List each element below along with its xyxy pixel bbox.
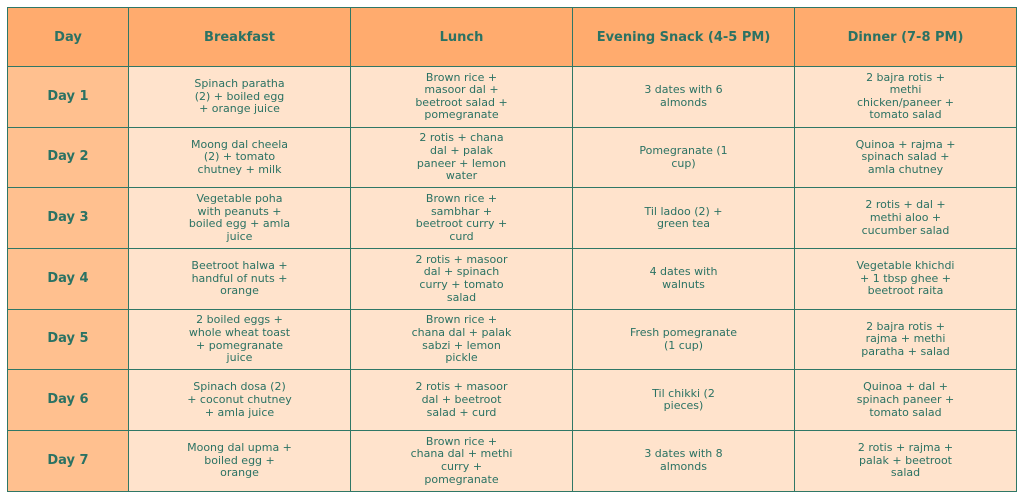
- dinner-cell: 2 rotis + dal + methi aloo + cucumber salad: [795, 188, 1017, 249]
- breakfast-cell: Vegetable poha with peanuts + boiled egg + amla juice: [129, 188, 351, 249]
- dinner-cell: 2 bajra rotis + rajma + methi paratha + salad: [795, 309, 1017, 370]
- day-label: Day 5: [8, 309, 129, 370]
- snack-cell: 3 dates with 8 almonds: [573, 431, 795, 492]
- table-row: [8, 249, 1017, 310]
- snack-cell: 3 dates with 6 almonds: [573, 67, 795, 128]
- breakfast-cell: 2 boiled eggs + whole wheat toast + pomegranate juice: [129, 309, 351, 370]
- table-row: [8, 67, 1017, 128]
- day-label: Day 4: [8, 249, 129, 310]
- lunch-cell: Brown rice + chana dal + palak sabzi + lemon pickle: [351, 309, 573, 370]
- lunch-cell: Brown rice + masoor dal + beetroot salad + pomegranate: [351, 67, 573, 128]
- table-row: [8, 431, 1017, 492]
- lunch-cell: 2 rotis + chana dal + palak paneer + lemon water: [351, 127, 573, 188]
- header-lunch: Lunch: [351, 8, 573, 67]
- header-dinner: Dinner (7-8 PM): [795, 8, 1017, 67]
- dinner-cell: 2 rotis + rajma + palak + beetroot salad: [795, 431, 1017, 492]
- header-breakfast: Breakfast: [129, 8, 351, 67]
- day-label: Day 6: [8, 370, 129, 431]
- lunch-cell: 2 rotis + masoor dal + spinach curry + tomato salad: [351, 249, 573, 310]
- dinner-cell: Vegetable khichdi + 1 tbsp ghee + beetroot raita: [795, 249, 1017, 310]
- lunch-cell: Brown rice + sambhar + beetroot curry + curd: [351, 188, 573, 249]
- breakfast-cell: Moong dal upma + boiled egg + orange: [129, 431, 351, 492]
- header-day: Day: [8, 8, 129, 67]
- snack-cell: Til ladoo (2) + green tea: [573, 188, 795, 249]
- dinner-cell: 2 bajra rotis + methi chicken/paneer + tomato salad: [795, 67, 1017, 128]
- breakfast-cell: Spinach dosa (2) + coconut chutney + amla juice: [129, 370, 351, 431]
- meal-plan-table: [7, 7, 1017, 492]
- table-row: [8, 309, 1017, 370]
- table-row: [8, 188, 1017, 249]
- breakfast-cell: Moong dal cheela (2) + tomato chutney + milk: [129, 127, 351, 188]
- lunch-cell: 2 rotis + masoor dal + beetroot salad + curd: [351, 370, 573, 431]
- breakfast-cell: Spinach paratha (2) + boiled egg + orange juice: [129, 67, 351, 128]
- dinner-cell: Quinoa + dal + spinach paneer + tomato salad: [795, 370, 1017, 431]
- header-evening-snack: Evening Snack (4-5 PM): [573, 8, 795, 67]
- day-label: Day 1: [8, 67, 129, 128]
- table-row: [8, 127, 1017, 188]
- dinner-cell: Quinoa + rajma + spinach salad + amla chutney: [795, 127, 1017, 188]
- snack-cell: 4 dates with walnuts: [573, 249, 795, 310]
- day-label: Day 2: [8, 127, 129, 188]
- table-body: [8, 67, 1017, 492]
- snack-cell: Til chikki (2 pieces): [573, 370, 795, 431]
- table-row: [8, 370, 1017, 431]
- lunch-cell: Brown rice + chana dal + methi curry + pomegranate: [351, 431, 573, 492]
- day-label: Day 7: [8, 431, 129, 492]
- snack-cell: Fresh pomegranate (1 cup): [573, 309, 795, 370]
- header-row: [8, 8, 1017, 67]
- breakfast-cell: Beetroot halwa + handful of nuts + orange: [129, 249, 351, 310]
- day-label: Day 3: [8, 188, 129, 249]
- snack-cell: Pomegranate (1 cup): [573, 127, 795, 188]
